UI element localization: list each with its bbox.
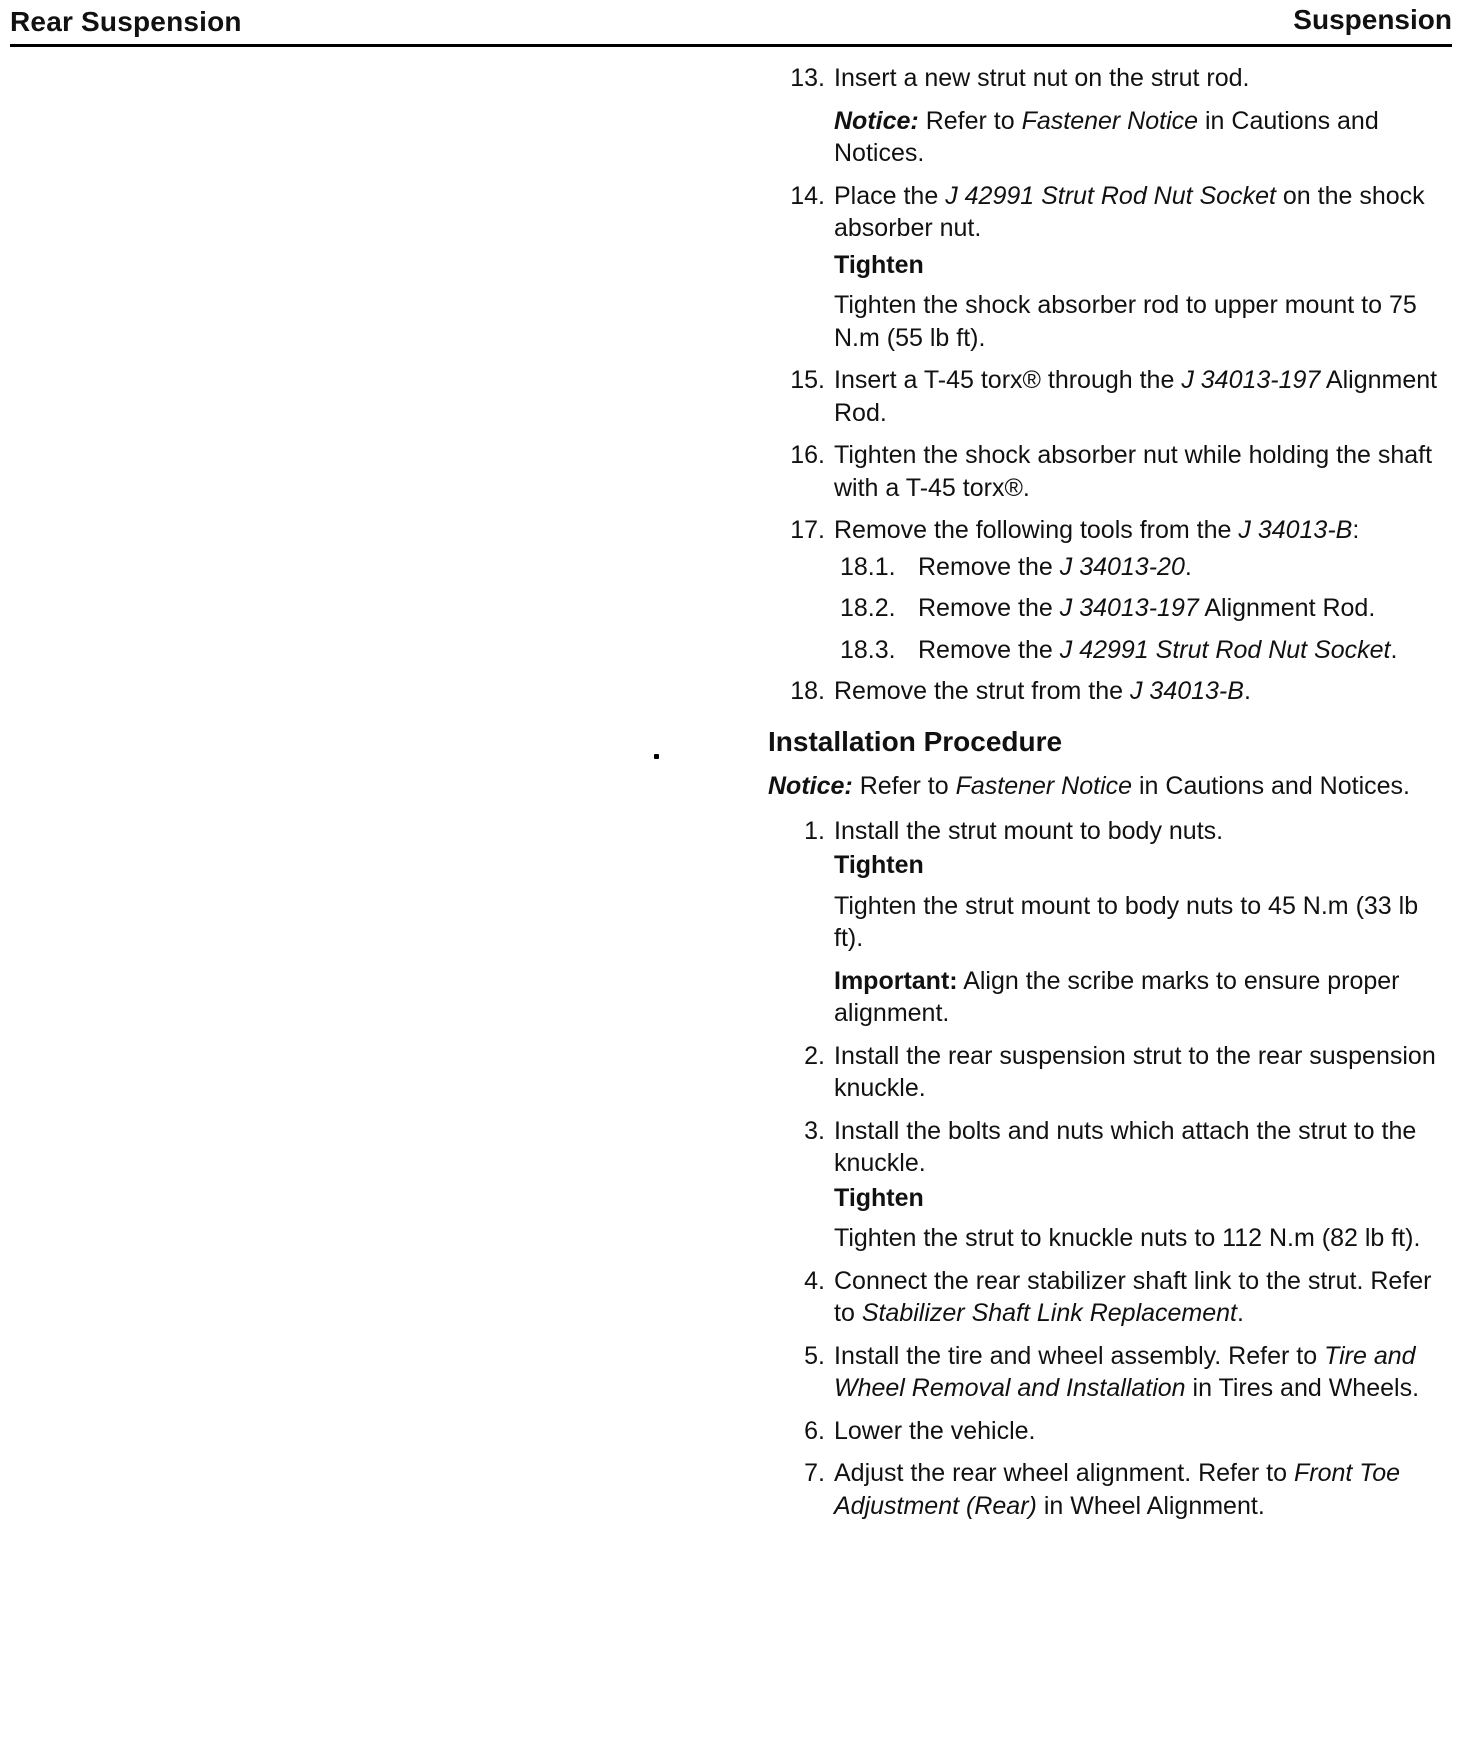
- substep-number: 18.1.: [840, 552, 896, 581]
- step-number: 6.: [804, 1416, 825, 1445]
- substep-18-3: 18.3. Remove the J 42991 Strut Rod Nut Socket.: [834, 634, 1454, 667]
- installation-notice: Notice: Refer to Fastener Notice in Cautions and Notices.: [768, 772, 1410, 800]
- procedure-reference: Front Toe Adjustment (Rear): [834, 1459, 1401, 1520]
- tighten-spec: Tighten the strut mount to body nuts to 45 N.m (33 lb ft).: [834, 891, 1419, 952]
- substep-number: 18.3.: [840, 635, 896, 664]
- notice-reference: Fastener Notice: [955, 772, 1133, 800]
- step-text: Remove the strut from the J 34013-B.: [834, 677, 1251, 705]
- step-15: [768, 364, 1454, 429]
- substep-list: [834, 551, 1454, 667]
- tool-reference: J 34013-B: [1238, 516, 1353, 544]
- tool-reference: J 34013-197: [1181, 366, 1321, 394]
- step-number: 2.: [804, 1041, 825, 1070]
- step-16: [768, 439, 1454, 504]
- tool-reference: J 42991 Strut Rod Nut Socket: [1059, 635, 1391, 664]
- tighten-spec: Tighten the shock absorber rod to upper mount to 75 N.m (55 lb ft).: [834, 291, 1417, 352]
- install-step-7: [768, 1457, 1454, 1522]
- notice-label: Notice:: [768, 772, 853, 800]
- tighten-spec: Tighten the strut to knuckle nuts to 112 N.m (82 lb ft).: [834, 1224, 1421, 1252]
- step-14: [768, 180, 1454, 245]
- important-note: Important: Align the scribe marks to ensure proper alignment.: [834, 966, 1400, 1027]
- procedure-reference: Stabilizer Shaft Link Replacement: [861, 1299, 1238, 1327]
- install-step-3: [768, 1115, 1454, 1180]
- tool-reference: J 34013-20: [1059, 552, 1185, 581]
- step-text: Insert a T-45 torx® through the J 34013-197 Alignment Rod.: [834, 366, 1438, 427]
- step-number: 16.: [790, 441, 825, 469]
- install-step-2: [768, 1040, 1454, 1105]
- tool-reference: J 34013-197: [1059, 594, 1199, 622]
- step-18: [768, 675, 1454, 708]
- installation-heading: Installation Procedure: [768, 725, 1063, 757]
- step-number: 13.: [790, 64, 825, 92]
- step-text: Lower the vehicle.: [834, 1416, 1036, 1445]
- step-text: Install the strut mount to body nuts.: [834, 816, 1224, 845]
- important-label: Important:: [834, 966, 958, 995]
- step-text: Install the tire and wheel assembly. Refer to Tire and Wheel Removal and Installation in Tires and Wheels.: [834, 1341, 1420, 1402]
- step-text: Place the J 42991 Strut Rod Nut Socket on the shock absorber nut.: [834, 181, 1425, 242]
- tool-reference: J 42991 Strut Rod Nut Socket: [945, 181, 1276, 210]
- header-rule: [10, 44, 1452, 47]
- header-section-title: Rear Suspension: [10, 6, 242, 37]
- step-number: 4.: [804, 1266, 825, 1295]
- step-number: 15.: [790, 366, 825, 394]
- install-step-5: [768, 1340, 1454, 1405]
- substep-18-2: 18.2. Remove the J 34013-197 Alignment Rod.: [834, 592, 1454, 625]
- page-header: [10, 0, 1452, 48]
- header-chapter-title: Suspension: [1293, 4, 1452, 35]
- substep-number: 18.2.: [840, 594, 896, 622]
- step-number: 1.: [804, 816, 825, 845]
- step-number: 14.: [790, 181, 825, 210]
- step-number: 18.: [790, 677, 825, 705]
- tighten-heading: Tighten: [834, 250, 924, 279]
- step-text: Remove the following tools from the J 34013-B:: [834, 516, 1360, 544]
- stray-dot-mark: [654, 754, 659, 759]
- tool-reference: J 34013-B: [1129, 677, 1244, 705]
- step-number: 3.: [804, 1116, 825, 1145]
- notice-block: Notice: Refer to Fastener Notice in Cautions and Notices.: [834, 106, 1379, 167]
- step-number: 5.: [804, 1341, 825, 1370]
- install-step-4: [768, 1265, 1454, 1330]
- step-number: 17.: [790, 516, 825, 544]
- step-text: Adjust the rear wheel alignment. Refer to Front Toe Adjustment (Rear) in Wheel Alignment.: [834, 1459, 1401, 1520]
- step-text: Install the rear suspension strut to the rear suspension knuckle.: [834, 1041, 1436, 1102]
- tighten-heading: Tighten: [834, 851, 924, 879]
- main-content: [768, 62, 1454, 1532]
- step-text: Insert a new strut nut on the strut rod.: [834, 64, 1250, 92]
- step-text: Connect the rear stabilizer shaft link to the strut. Refer to Stabilizer Shaft Link Replacement.: [834, 1266, 1432, 1327]
- tighten-heading: Tighten: [834, 1183, 924, 1212]
- notice-label: Notice:: [834, 106, 919, 135]
- step-13: [768, 62, 1454, 95]
- notice-reference: Fastener Notice: [1021, 106, 1199, 135]
- procedure-reference: Tire and Wheel Removal and Installation: [834, 1341, 1416, 1402]
- step-text: Install the bolts and nuts which attach the strut to the knuckle.: [834, 1116, 1417, 1177]
- install-step-6: [768, 1415, 1454, 1448]
- substep-18-1: 18.1. Remove the J 34013-20.: [834, 551, 1454, 584]
- step-17: [768, 514, 1454, 547]
- install-step-1: [768, 815, 1454, 848]
- step-text: Tighten the shock absorber nut while holding the shaft with a T-45 torx®.: [834, 441, 1433, 502]
- step-number: 7.: [804, 1459, 825, 1487]
